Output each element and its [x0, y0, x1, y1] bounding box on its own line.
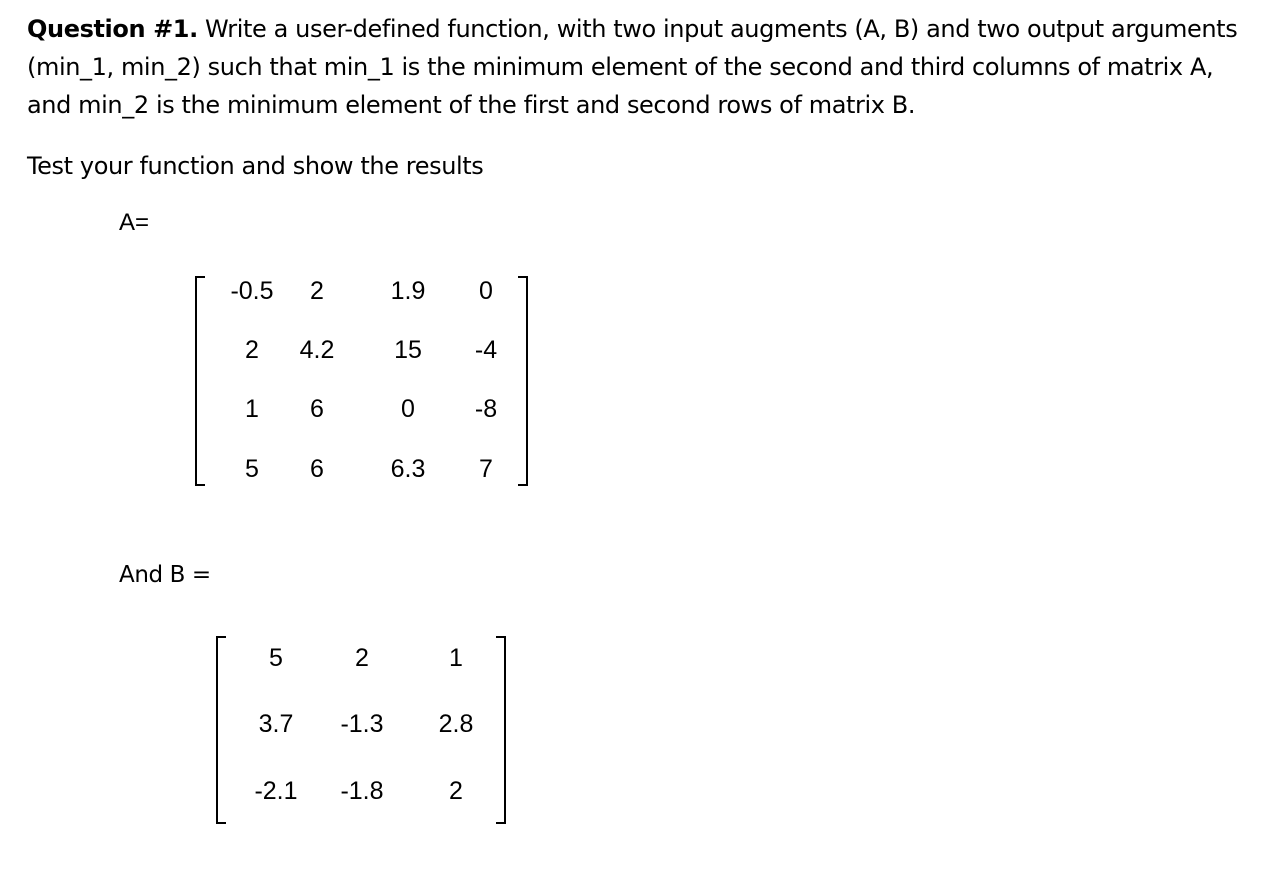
- matrix-b-cell-r2-c1: 3.7: [258, 710, 294, 738]
- matrix-a-cell-r3-c4: -8: [474, 395, 498, 423]
- matrix-a-cell-r4-c4: 7: [479, 455, 493, 483]
- question-body: Write a user-defined function, with two input augments (A, B) and two output arguments (min_1, min_2) such that min_1 is the minimum element of the second and third columns of matrix A, and min_2 is the minimum element of the first and second rows of matrix B.: [27, 15, 1238, 119]
- matrix-a-cell-r1-c2: 2: [310, 277, 324, 305]
- matrix-b-cell-r1-c3: 1: [449, 644, 463, 672]
- matrix-b-cell-r3-c2: -1.8: [340, 777, 384, 805]
- question-heading: Question #1.: [27, 15, 198, 43]
- matrix-b-cell-r1-c1: 5: [269, 644, 283, 672]
- matrix-a-cell-r1-c3: 1.9: [390, 277, 426, 305]
- matrix-a-right-bracket: [518, 276, 528, 486]
- matrix-b-label: And B =: [119, 562, 211, 588]
- matrix-a-cell-r4-c2: 6: [310, 455, 324, 483]
- matrix-a-cell-r1-c1: -0.5: [230, 277, 274, 305]
- matrix-b-cell-r2-c2: -1.3: [340, 710, 384, 738]
- matrix-a-cell-r1-c4: 0: [479, 277, 493, 305]
- matrix-a-cell-r3-c1: 1: [245, 395, 259, 423]
- question-text: [27, 10, 1255, 124]
- matrix-a-cell-r4-c1: 5: [245, 455, 259, 483]
- matrix-a-left-bracket: [195, 276, 205, 486]
- matrix-a-cell-r2-c3: 15: [394, 336, 422, 364]
- matrix-a-cell-r2-c1: 2: [245, 336, 259, 364]
- matrix-b-cell-r1-c2: 2: [355, 644, 369, 672]
- matrix-a-cell-r3-c3: 0: [401, 395, 415, 423]
- matrix-a-cell-r4-c3: 6.3: [390, 455, 426, 483]
- matrix-a-label: A=: [119, 209, 150, 236]
- matrix-b-right-bracket: [496, 636, 506, 824]
- matrix-a-cell-r2-c4: -4: [474, 336, 498, 364]
- matrix-b-cell-r3-c3: 2: [449, 777, 463, 805]
- matrix-b-cell-r2-c3: 2.8: [438, 710, 474, 738]
- matrix-b-left-bracket: [216, 636, 226, 824]
- matrix-b-cell-r3-c1: -2.1: [254, 777, 298, 805]
- matrix-a-cell-r2-c2: 4.2: [299, 336, 335, 364]
- matrix-a-cell-r3-c2: 6: [310, 395, 324, 423]
- instruction-text: Test your function and show the results: [27, 152, 484, 180]
